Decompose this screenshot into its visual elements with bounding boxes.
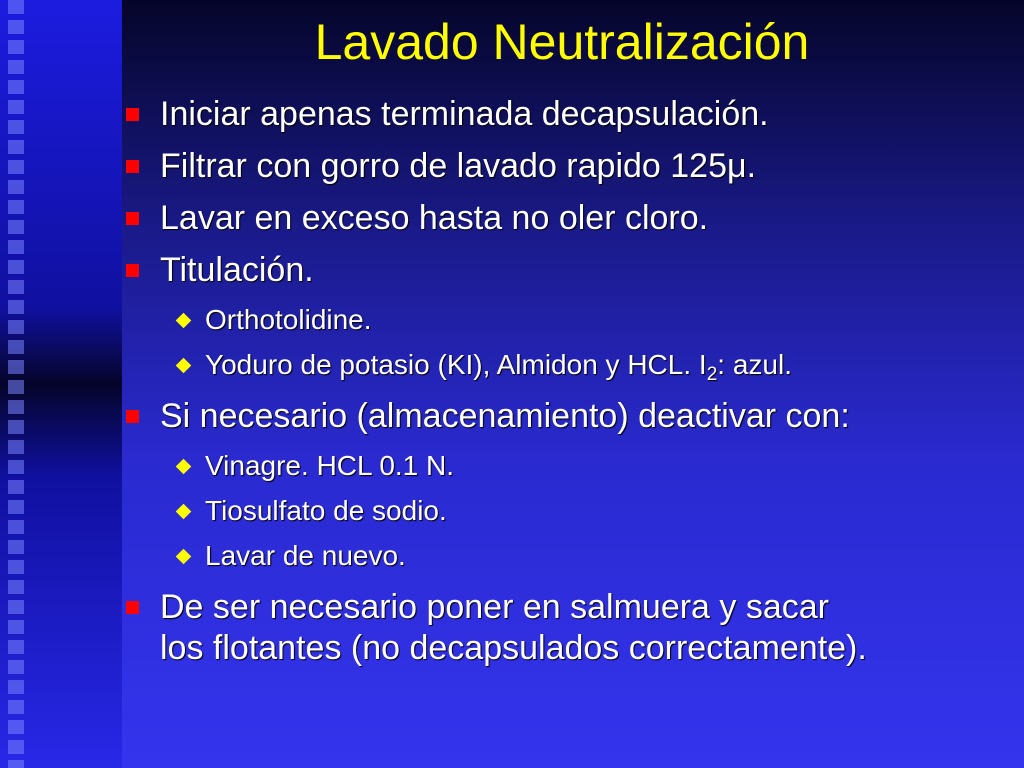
diamond-bullet-icon: [176, 358, 192, 374]
sub-bullet-text: : azul.: [717, 349, 792, 380]
square-bullet-icon: [126, 410, 139, 423]
sub-bullet-item: [205, 348, 792, 385]
bullet-item: Lavar en exceso hasta no oler cloro.: [160, 199, 709, 237]
square-bullet-icon: [126, 212, 139, 225]
bullet-item: Si necesario (almacenamiento) deactivar con:: [160, 397, 850, 435]
bullet-item-line2: los flotantes (no decapsulados correctamente).: [160, 629, 867, 667]
sub-bullet-item: Lavar de nuevo.: [205, 540, 406, 571]
square-bullet-icon: [126, 160, 139, 173]
sub-bullet-item: Orthotolidine.: [205, 304, 372, 335]
subscript: 2: [706, 364, 718, 385]
sub-bullet-text: Yoduro de potasio (KI), Almidon y HCL. I: [205, 349, 707, 380]
sub-bullet-item: Vinagre. HCL 0.1 N.: [205, 450, 455, 481]
square-bullet-icon: [126, 601, 139, 614]
diamond-bullet-icon: [176, 504, 192, 520]
sub-bullet-item: Tiosulfato de sodio.: [205, 495, 447, 526]
bullet-item-line1: De ser necesario poner en salmuera y sacar: [160, 588, 829, 626]
diamond-bullet-icon: [176, 459, 192, 475]
bullet-item: Iniciar apenas terminada decapsulación.: [160, 95, 769, 133]
bullet-item: Filtrar con gorro de lavado rapido 125μ.: [160, 147, 757, 185]
diamond-bullet-icon: [176, 313, 192, 329]
bullet-item: Titulación.: [160, 251, 314, 289]
slide-title: Lavado Neutralización: [314, 14, 810, 70]
square-bullet-icon: [126, 108, 139, 121]
diamond-bullet-icon: [176, 549, 192, 565]
square-bullet-icon: [126, 264, 139, 277]
